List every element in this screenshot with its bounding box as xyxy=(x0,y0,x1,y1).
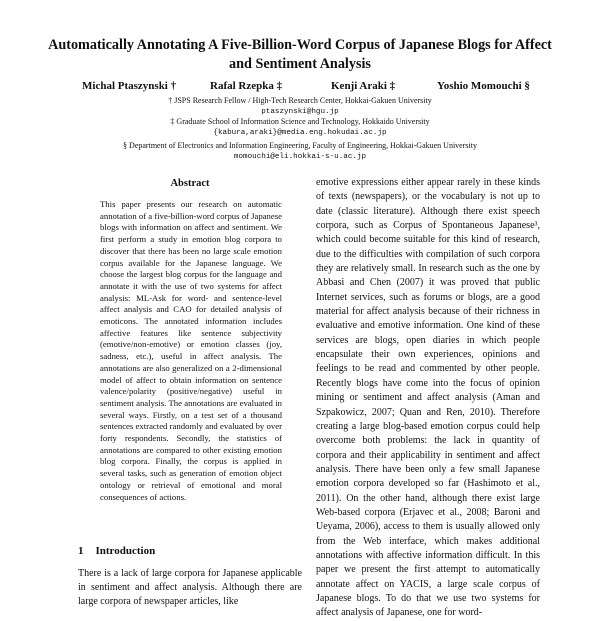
paper-title: Automatically Annotating A Five-Billion-Word Corpus of Japanese Blogs for Affect and Sentiment Analysis xyxy=(48,37,552,72)
introduction-text: There is a lack of large corpora for Japanese applicable in sentiment and affect analysis. Although there are large corpora of newspaper articles, like xyxy=(78,568,302,608)
author-4: Yoshio Momouchi § xyxy=(437,80,530,92)
section-number: 1 xyxy=(78,545,84,557)
affiliation-email: momouchi@eli.hokkai-s-u.ac.jp xyxy=(233,152,367,161)
affiliation-line: † JSPS Research Fellow / High-Tech Research Center, Hokkai-Gakuen University xyxy=(168,96,432,105)
affiliation-email: {kabura,araki}@media.eng.hokudai.ac.jp xyxy=(213,128,387,137)
section-title: Introduction xyxy=(95,545,156,557)
author-1: Michal Ptaszynski † xyxy=(82,80,177,92)
section-heading xyxy=(78,545,155,557)
affiliation-email: ptaszynski@hgu.jp xyxy=(261,107,339,116)
affiliation-line: ‡ Graduate School of Information Science and Technology, Hokkaido University xyxy=(170,117,430,126)
author-2: Rafal Rzepka ‡ xyxy=(210,80,283,92)
affiliation-3 xyxy=(0,141,600,162)
abstract-text: This paper presents our research on automatic annotation of a five-billion-word corpus of Japanese blogs with information on affect and sentiment. We first perform a study in emotion blog corpora to discover that there has been no large scale emotion corpus available for the Japanese language. We choose the largest blog corpus for the language and annotate it with the use of two systems for affect analysis: ML-Ask for word- and sentence-level affect analysis and CAO for detailed analysis of emoticons. The annotated information includes affective features like sentence subjectivity (emotive/non-emotive) or emotion classes (joy, sadness, etc.), useful in affect analysis. The annotations are also generalized on a 2-dimensional model of affect to obtain information on sentence valence/polarity (positive/negative) useful in sentiment analysis. The annotations are evaluated in several ways. Firstly, on a test set of a thousand sentences extracted randomly and evaluated by over forty respondents. Secondly, the statistics of annotations are compared to other existing emotion blog corpora. Finally, the corpus is applied in several tasks, such as generation of emotion object ontology or retrieval of emotional and moral consequences of actions. xyxy=(100,199,282,502)
affiliation-1 xyxy=(0,96,600,117)
affiliation-2 xyxy=(0,117,600,138)
right-column-text: emotive expressions either appear rarely in these kinds of texts (newspapers), or the vocabulary is not up to date (classic literature). Although there exist speech corpora, such as Corpus of Spontaneous Japanese³, which could become suitable for this kind of research, due to the difficulties with compilation of such corpora they are relatively small. In research such as the one by Abbasi and Chen (2007) it was proved that public Internet services, such as forums or blogs, are a good material for affect analysis because of their richness in evaluative and emotive information. One kind of these services are blogs, open diaries in which people encapsulate their own experiences, opinions and feelings to be read and commented by other people. Recently blogs have come into the focus of opinion mining or sentiment and affect analysis (Aman and Szpakowicz, 2007; Quan and Ren, 2010). Therefore creating a large blog-based emotion corpus could help overcome both problems: the lack in quantity of corpora and their applicability in sentiment and affect analysis. There have been only a few small Japanese emotion corpora developed so far (Hashimoto et al., 2011). On the other hand, although there exist large Web-based corpora (Erjavec et al., 2008; Baroni and Ueyama, 2006), access to them is usually allowed only from the Web interface, which makes additional annotations with affective information difficult. In this paper we present the first attempt to automatically annotate affect on YACIS, a large scale corpus of Japanese blogs. To do that we use two systems for affect analysis of Japanese, one for word- xyxy=(316,177,540,619)
author-list xyxy=(0,80,600,96)
abstract-heading: Abstract xyxy=(170,178,210,189)
affiliation-line: § Department of Electronics and Information Engineering, Faculty of Engineering, Hokkai-Gakuen University xyxy=(123,141,477,150)
author-3: Kenji Araki ‡ xyxy=(331,80,396,92)
